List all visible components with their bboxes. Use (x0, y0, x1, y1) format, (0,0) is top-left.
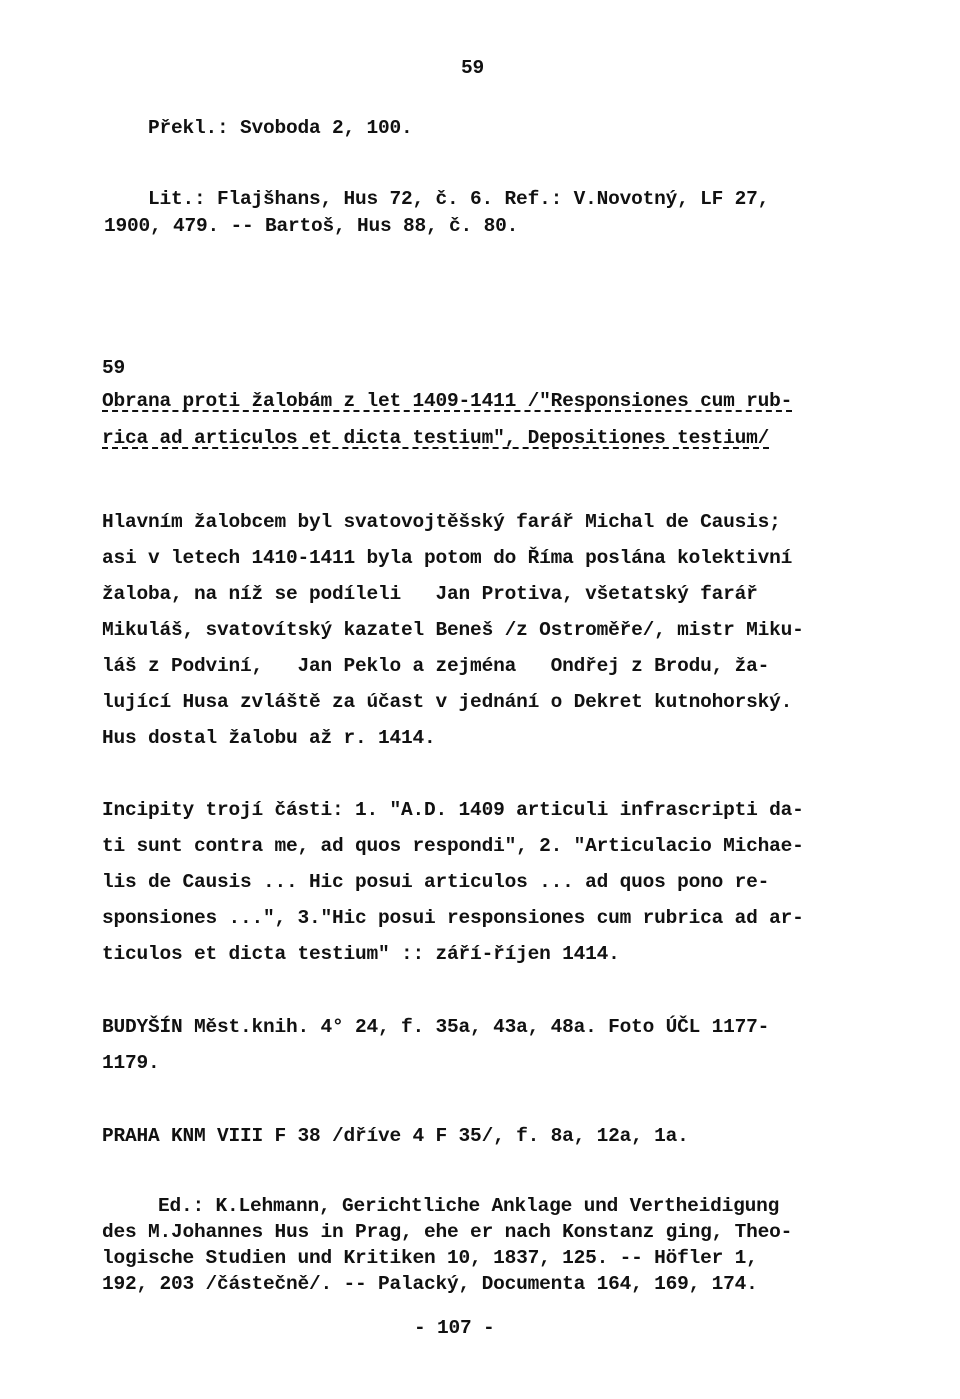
entry-number: 59 (102, 357, 126, 379)
bottom-page-number: - 107 - (414, 1317, 495, 1339)
paragraph-line: ticulos et dicta testium" :: září-říjen 1414. (102, 943, 620, 965)
top-page-number: 59 (461, 57, 485, 79)
edition-line: 192, 203 /částečně/. -- Palacký, Documenta 164, 169, 174. (102, 1273, 758, 1295)
paragraph-line: Mikuláš, svatovítský kazatel Beneš /z Ostroměře/, mistr Miku- (102, 619, 804, 641)
translation-reference: Překl.: Svoboda 2, 100. (148, 117, 413, 139)
literature-line-2: 1900, 479. -- Bartoš, Hus 88, č. 80. (104, 215, 519, 237)
edition-line: des M.Johannes Hus in Prag, ehe er nach Konstanz ging, Theo- (102, 1221, 793, 1243)
paragraph-line: lující Husa zvláště za účast v jednání o Dekret kutnohorský. (102, 691, 793, 713)
entry-title-line-1: Obrana proti žalobám z let 1409-1411 /"Responsiones cum rub- (102, 390, 793, 412)
paragraph-line: láš z Podviní, Jan Peklo a zejména Ondřej z Brodu, ža- (102, 655, 770, 677)
paragraph-line: Hlavním žalobcem byl svatovojtěšský farář Michal de Causis; (102, 511, 781, 533)
budysin-line-1: BUDYŠÍN Měst.knih. 4° 24, f. 35a, 43a, 48a. Foto ÚČL 1177- (102, 1016, 770, 1038)
edition-line: logische Studien und Kritiken 10, 1837, 125. -- Höfler 1, (102, 1247, 758, 1269)
entry-title-line-2: rica ad articulos et dicta testium", Depositiones testium/ (102, 427, 770, 449)
literature-line-1: Lit.: Flajšhans, Hus 72, č. 6. Ref.: V.Novotný, LF 27, (148, 188, 770, 210)
paragraph-line: žaloba, na níž se podíleli Jan Protiva, všetatský farář (102, 583, 758, 605)
paragraph-line: lis de Causis ... Hic posui articulos ... ad quos pono re- (102, 871, 770, 893)
edition-line: Ed.: K.Lehmann, Gerichtliche Anklage und Vertheidigung (158, 1195, 780, 1217)
paragraph-line: ti sunt contra me, ad quos respondi", 2. "Articulacio Michae- (102, 835, 804, 857)
paragraph-line: Hus dostal žalobu až r. 1414. (102, 727, 436, 749)
paragraph-line: asi v letech 1410-1411 byla potom do Říma poslána kolektivní (102, 547, 793, 569)
manuscript-praha: PRAHA KNM VIII F 38 /dříve 4 F 35/, f. 8a, 12a, 1a. (102, 1125, 689, 1147)
paragraph-line: Incipity trojí části: 1. "A.D. 1409 articuli infrascripti da- (102, 799, 804, 821)
budysin-line-2: 1179. (102, 1052, 160, 1074)
paragraph-line: sponsiones ...", 3."Hic posui responsiones cum rubrica ad ar- (102, 907, 804, 929)
